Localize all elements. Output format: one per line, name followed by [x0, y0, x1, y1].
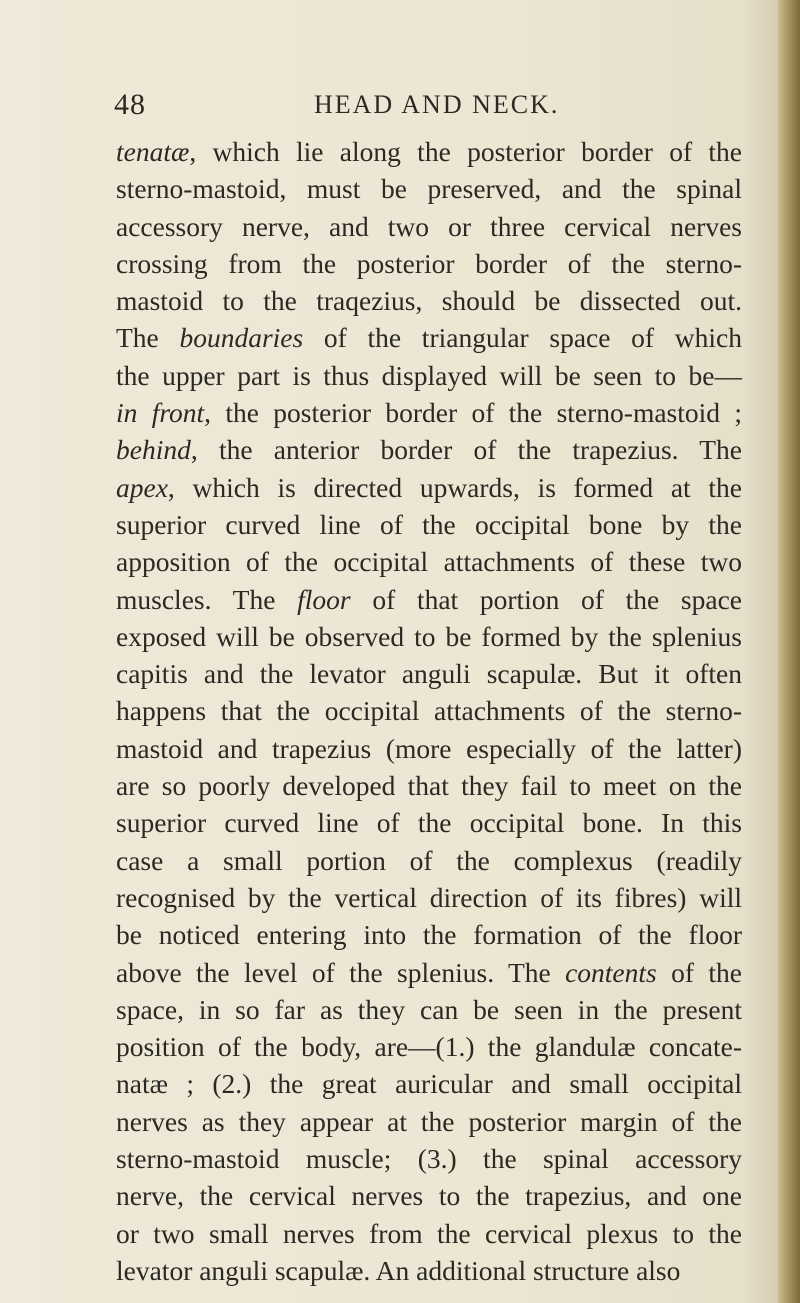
italic-term: tenatæ: [116, 136, 190, 167]
text-segment: apposition of the occipital attachments of these two: [116, 546, 742, 578]
text-segment: the upper part is thus displayed will be seen to be—: [116, 359, 742, 391]
text-segment: crossing from the posterior border of the sterno-: [116, 247, 742, 279]
text-segment: be noticed entering into the formation of the floor: [116, 919, 742, 951]
text-segment: , the posterior border of the sterno-mastoid ;: [204, 397, 742, 429]
text-segment: mastoid to the traqezius, should be dissected out.: [116, 285, 742, 317]
text-line: [116, 655, 742, 692]
text-segment: of the: [656, 956, 742, 988]
text-line: [116, 1252, 742, 1289]
text-segment: sterno-mastoid muscle; (3.) the spinal accessory: [116, 1143, 742, 1175]
text-line: [116, 991, 742, 1028]
text-line: [116, 618, 742, 655]
text-line: [116, 1215, 742, 1252]
text-line: [116, 916, 742, 953]
text-line: [116, 469, 742, 506]
text-segment: of the triangular space of which: [303, 322, 742, 354]
text-line: [116, 133, 742, 170]
text-segment: , which lie along the posterior border of the: [189, 136, 742, 167]
text-segment: happens that the occipital attachments of the sterno-: [116, 695, 742, 727]
text-segment: exposed will be observed to be formed by the splenius: [116, 620, 742, 652]
text-segment: nerves as they appear at the posterior margin of the: [116, 1105, 742, 1137]
text-line: [116, 357, 742, 394]
text-line: [116, 245, 742, 282]
page-edge: [778, 0, 800, 1303]
text-line: [116, 879, 742, 916]
italic-term: floor: [297, 583, 351, 615]
text-segment: muscles. The: [116, 583, 298, 615]
text-segment: , which is directed upwards, is formed at the: [167, 471, 742, 503]
text-line: [116, 506, 742, 543]
text-segment: accessory nerve, and two or three cervical nerves: [116, 210, 742, 242]
text-line: [116, 804, 742, 841]
text-line: [116, 170, 742, 207]
italic-term: boundaries: [179, 322, 304, 354]
text-segment: , the anterior border of the trapezius. The: [190, 434, 742, 466]
text-segment: capitis and the levator anguli scapulæ. But it often: [116, 658, 742, 690]
text-segment: are so poorly developed that they fail to meet on the: [116, 770, 742, 802]
text-segment: natæ ; (2.) the great auricular and small occipital: [116, 1068, 742, 1100]
text-line: [116, 767, 742, 804]
italic-term: apex: [116, 471, 168, 503]
text-segment: of that portion of the space: [350, 583, 742, 615]
text-line: [116, 394, 742, 431]
text-line: [116, 543, 742, 580]
italic-term: behind: [116, 434, 191, 466]
text-line: [116, 1065, 742, 1102]
text-segment: nerve, the cervical nerves to the trapezius, and one: [116, 1180, 742, 1212]
text-segment: case a small portion of the complexus (readily: [116, 844, 742, 876]
page-header: [114, 88, 734, 128]
text-segment: superior curved line of the occipital bone. In this: [116, 807, 742, 839]
italic-term: in front: [116, 397, 205, 429]
text-segment: levator anguli scapulæ. An additional structure also: [116, 1254, 681, 1286]
text-segment: position of the body, are—(1.) the glandulæ concate-: [116, 1031, 742, 1063]
body-text: [116, 133, 742, 1289]
text-line: [116, 954, 742, 991]
text-segment: sterno-mastoid, must be preserved, and the spinal: [116, 173, 742, 205]
running-head: HEAD AND NECK.: [314, 90, 560, 119]
text-segment: mastoid and trapezius (more especially of the latter): [116, 732, 742, 764]
text-line: [116, 1103, 742, 1140]
page-number: 48: [114, 88, 146, 121]
italic-term: contents: [565, 956, 657, 988]
text-line: [116, 319, 742, 356]
text-segment: superior curved line of the occipital bone by the: [116, 508, 742, 540]
text-line: [116, 431, 742, 468]
text-line: [116, 692, 742, 729]
text-segment: above the level of the splenius. The: [116, 956, 566, 988]
text-line: [116, 1028, 742, 1065]
text-line: [116, 282, 742, 319]
text-line: [116, 730, 742, 767]
text-line: [116, 842, 742, 879]
text-line: [116, 581, 742, 618]
text-segment: The: [116, 322, 180, 354]
text-segment: space, in so far as they can be seen in the present: [116, 993, 742, 1025]
text-segment: or two small nerves from the cervical plexus to the: [116, 1217, 742, 1249]
text-line: [116, 1140, 742, 1177]
text-line: [116, 1177, 742, 1214]
text-line: [116, 208, 742, 245]
text-segment: recognised by the vertical direction of its fibres) will: [116, 881, 742, 913]
